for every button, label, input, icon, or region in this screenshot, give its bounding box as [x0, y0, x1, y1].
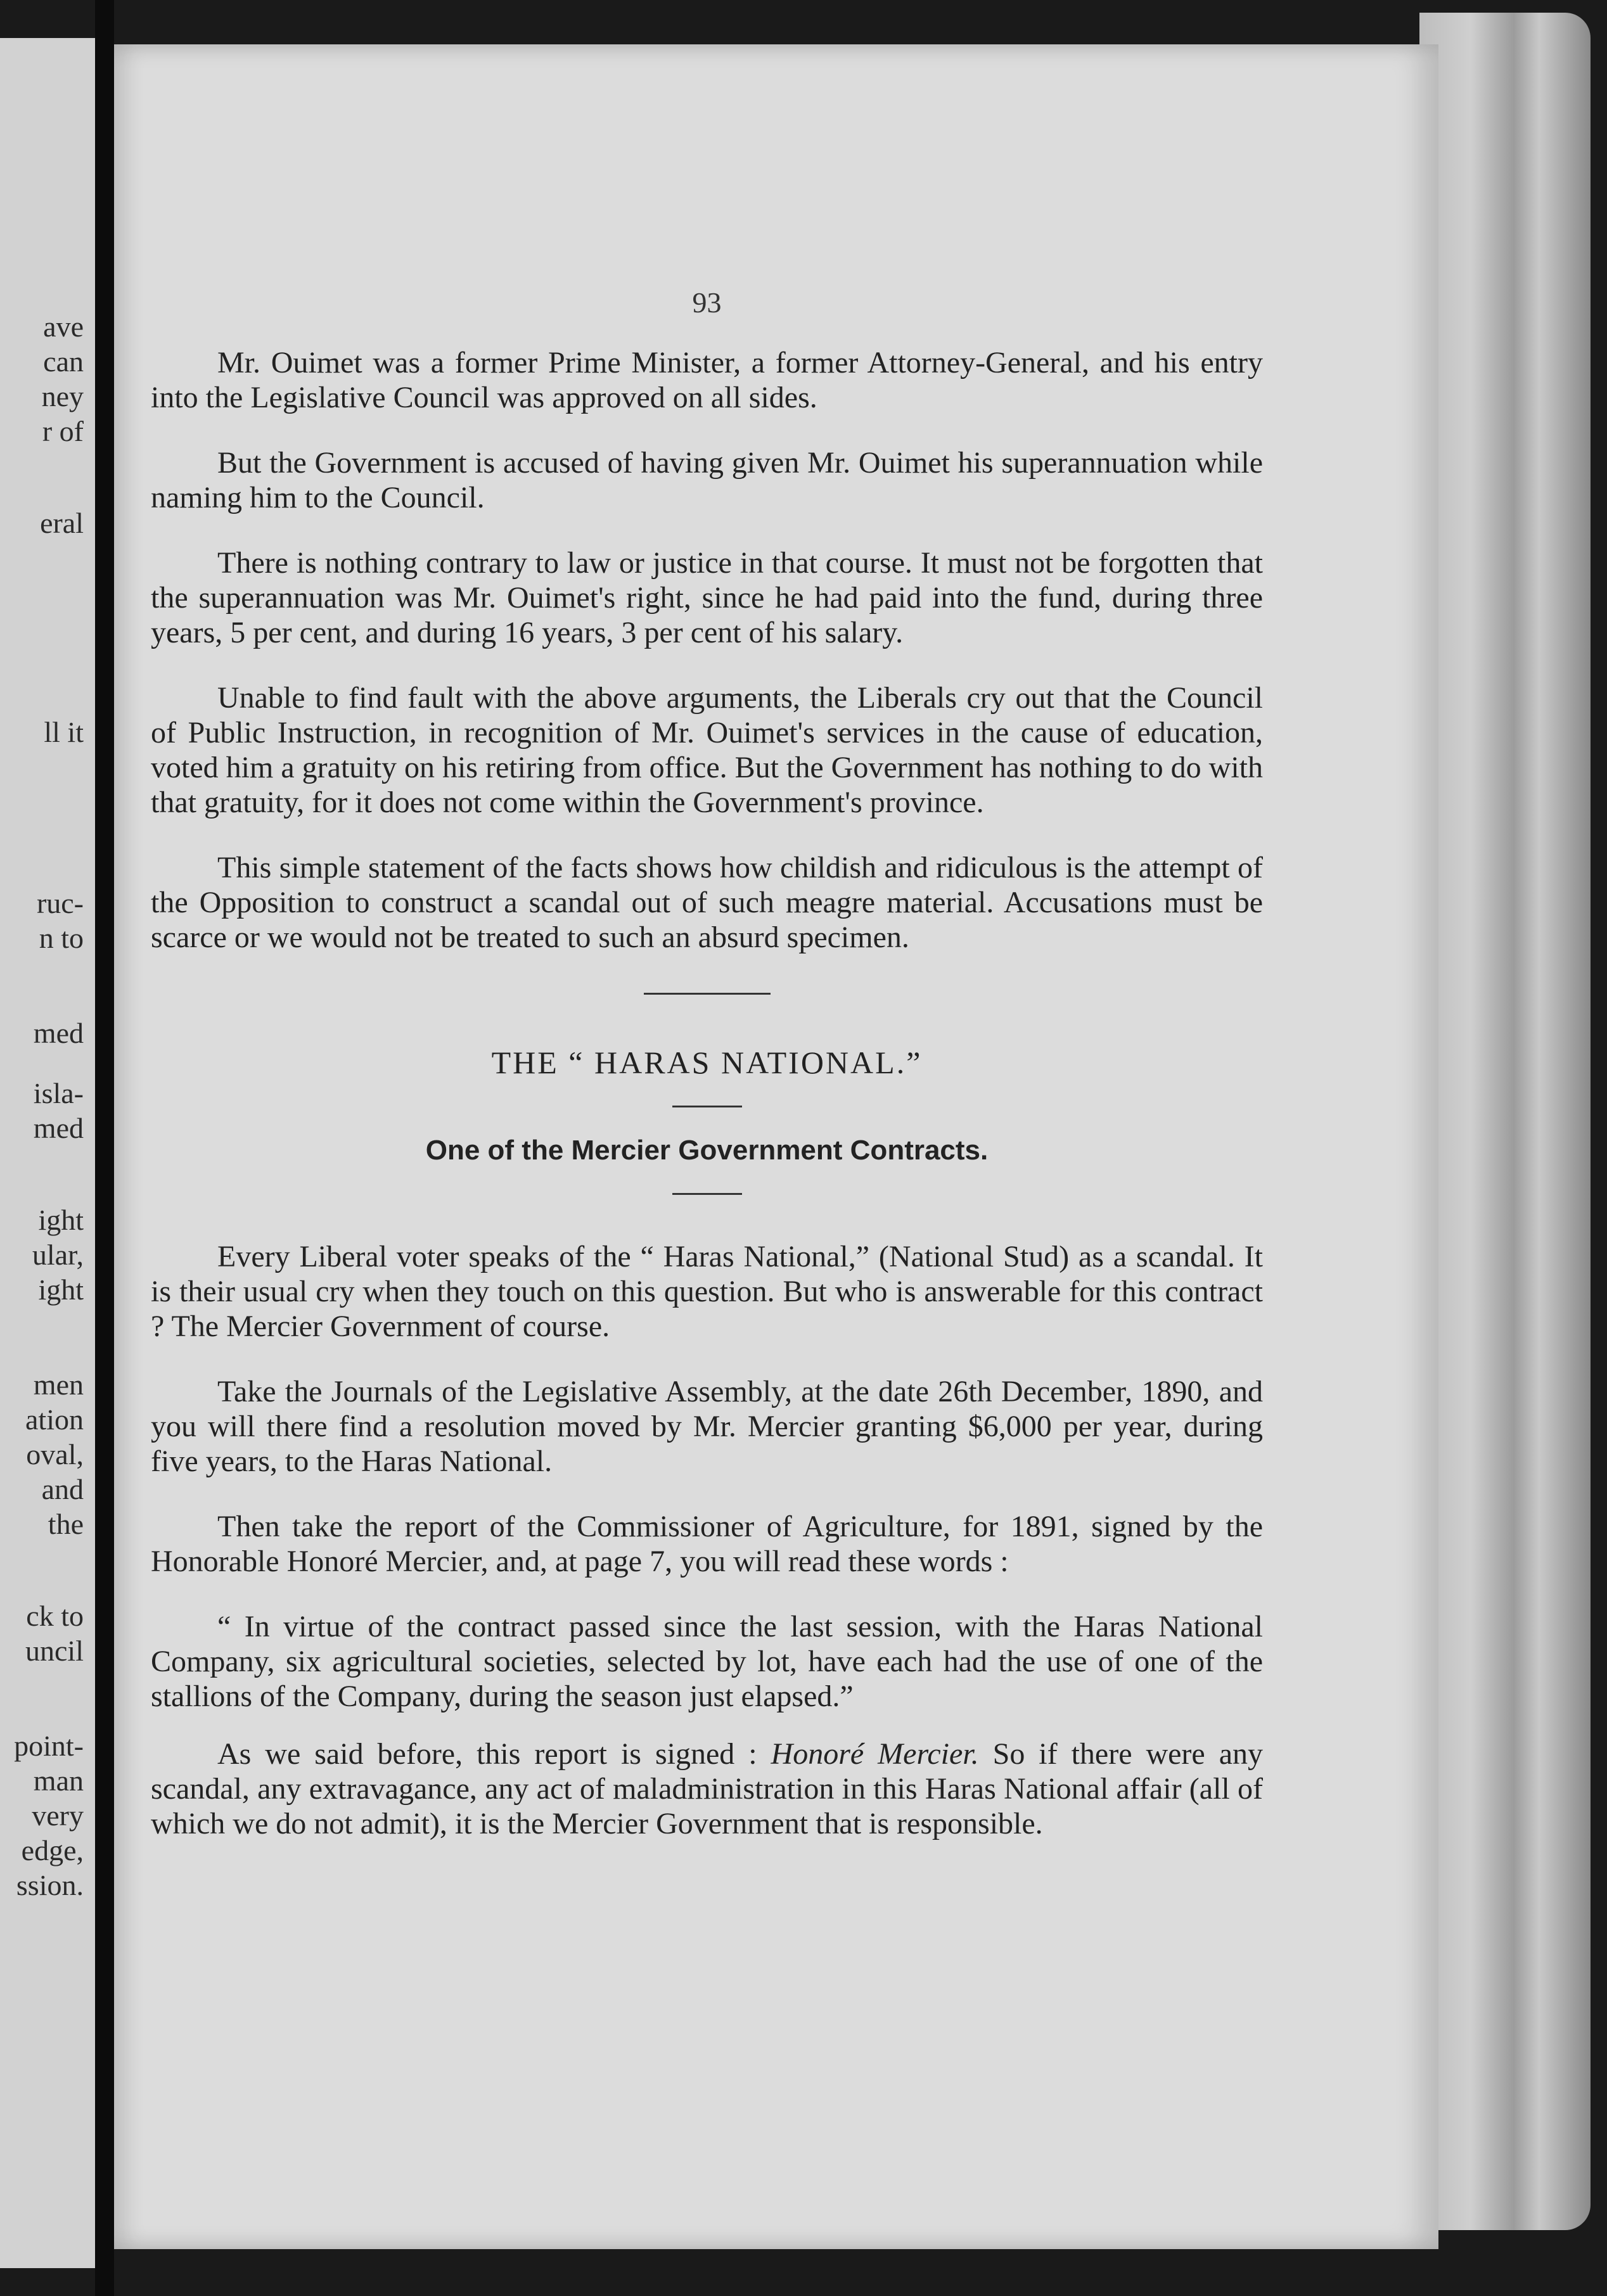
left-page-fragment: man [33, 1764, 84, 1797]
left-page-fragment: edge, [21, 1834, 84, 1866]
section-subtitle: One of the Mercier Government Contracts. [425, 1135, 989, 1166]
left-page-fragment: ation [25, 1403, 84, 1436]
title-rule [672, 1106, 742, 1107]
left-page-fragment: ney [41, 380, 84, 412]
left-page-fragment: point- [14, 1730, 84, 1762]
section-divider [644, 993, 771, 995]
book-gutter [95, 0, 114, 2296]
paragraph: Then take the report of the Commissioner of Agriculture, for 1891, signed by the Honorable Honoré Mercier, and, at page 7, you will read these words : [151, 1510, 1263, 1578]
paragraph: Take the Journals of the Legislative Assembly, at the date 26th December, 1890, and you will there find a resolution moved by Mr. Mercier granting $6,000 per year, during five years, to the Haras National. [151, 1375, 1263, 1478]
left-page-fragment: ssion. [16, 1869, 84, 1901]
left-page-fragment: med [33, 1112, 84, 1144]
left-page-fragment: ular, [32, 1239, 84, 1271]
left-page-fragment: uncil [25, 1635, 84, 1667]
left-page-fragment: very [32, 1799, 84, 1832]
left-page-fragment: r of [42, 415, 84, 447]
left-page-fragment: men [33, 1368, 84, 1401]
paragraph [151, 1737, 1263, 1841]
left-page-fragment: and [41, 1473, 84, 1505]
left-page-fragment: isla- [33, 1077, 84, 1109]
left-page-fragment: the [48, 1508, 84, 1540]
paragraph: Every Liberal voter speaks of the “ Haras National,” (National Stud) as a scandal. It is their usual cry when they touch on this question. But who is answerable for this contract ? The Mercier Government of course. [151, 1240, 1263, 1343]
paragraph: But the Government is accused of having given Mr. Ouimet his superannuation while naming him to the Council. [151, 446, 1263, 514]
text-run: As we said before, this report is signed : [217, 1737, 771, 1771]
left-page-fragment: eral [40, 507, 84, 539]
page-content [151, 285, 1263, 1872]
left-page-fragment: ruc- [36, 887, 84, 919]
signature: Honoré Mercier. [771, 1737, 979, 1771]
left-page-fragment: ck to [26, 1600, 84, 1632]
right-page [114, 44, 1438, 2249]
left-page-fragment: can [43, 345, 84, 378]
left-page-fragment: oval, [26, 1438, 84, 1470]
left-page-fragment: ight [38, 1204, 84, 1236]
left-page-fragment: ight [38, 1273, 84, 1306]
page-number: 93 [692, 286, 722, 319]
left-page-fragment: n to [39, 922, 84, 954]
paragraph: Unable to find fault with the above arguments, the Liberals cry out that the Council of Public Instruction, in recognition of Mr. Ouimet's services in the cause of education, voted him a gratuity on his retiring from office. But the Government has nothing to do with that gratuity, for it does not come within the Government's province. [151, 681, 1263, 819]
paragraph: There is nothing contrary to law or justice in that course. It must not be forgotten that the superannuation was Mr. Ouimet's right, since he had paid into the fund, during three years, 5 per cent, and during 16 years, 3 per cent of his salary. [151, 546, 1263, 649]
text-run: So if there were any scandal, any extravagance, any act of maladministration in this Haras National affair (all of which we do not admit), it is the Mercier Government that is responsible. [151, 1737, 1263, 1840]
left-page-fragment: ave [43, 310, 84, 343]
left-facing-page [0, 38, 95, 2268]
left-page-fragment: med [33, 1017, 84, 1049]
section-title: THE “ HARAS NATIONAL.” [491, 1045, 923, 1080]
left-page-fragment: ll it [44, 716, 84, 748]
page-edges [1419, 13, 1591, 2230]
quotation: “ In virtue of the contract passed since the last session, with the Haras National Company, six agricultural societies, selected by lot, have each had the use of one of the stallions of the Company, during the season just elapsed.” [151, 1610, 1263, 1713]
paragraph: This simple statement of the facts shows how childish and ridiculous is the attempt of the Opposition to construct a scandal out of such meagre material. Accusations must be scarce or we would not be treated to such an absurd specimen. [151, 851, 1263, 954]
paragraph: Mr. Ouimet was a former Prime Minister, a former Attorney-General, and his entry into the Legislative Council was approved on all sides. [151, 346, 1263, 414]
subtitle-rule [672, 1193, 742, 1195]
